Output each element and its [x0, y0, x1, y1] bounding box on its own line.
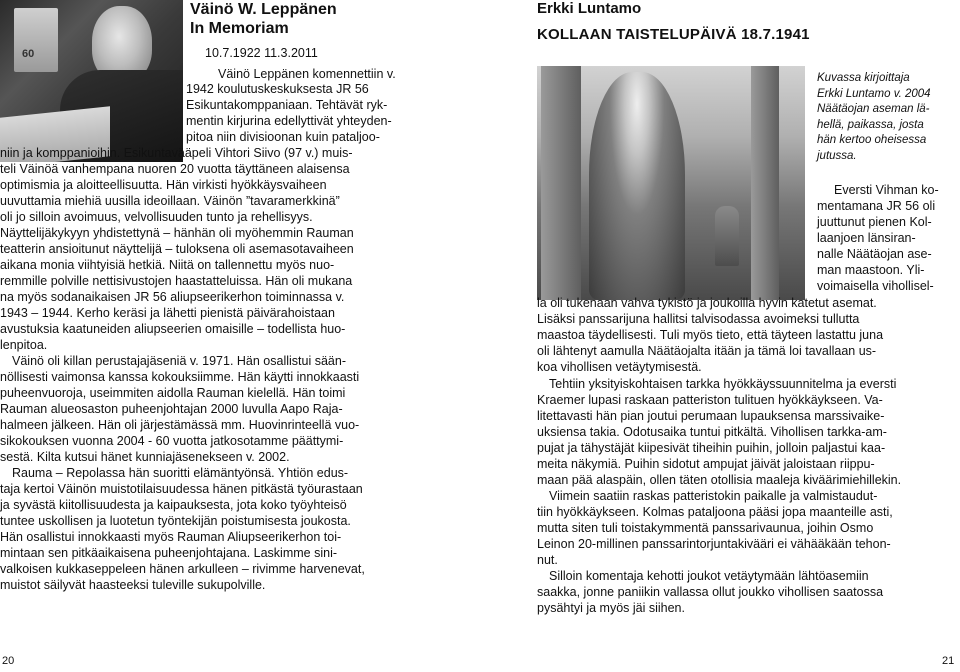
text-line: la oli tukenaan vahva tykistö ja joukoilla hyvin katetut asemat. [537, 296, 877, 310]
text-line: juuttunut pienen Kol- [817, 215, 932, 229]
text-line: meita näkymiä. Puihin sidotut ampujat jäivät jaloistaan riippu- [537, 457, 875, 471]
article-author: Erkki Luntamo [537, 0, 642, 17]
text-line: nut. [537, 553, 558, 567]
text-line: saakka, jonne paniikin vallassa ollut joukko vihollisen saatossa [537, 585, 884, 599]
text-line: 1943 – 1944. Kerho keräsi ja lähetti pienistä päivärahoistaan [0, 306, 335, 320]
text-line: sikokouksen vuonna 2004 - 60 vuotta jatkosotamme päättymi- [0, 434, 344, 448]
caption-line: jutussa. [817, 149, 857, 162]
text-line: na myös sodanaikaisen JR 56 aliupseerikerhon toiminnassa v. [0, 290, 345, 304]
text-line: puheenvuoroja, useimmiten aidolla Rauman kielellä. Hän toimi [0, 386, 346, 400]
caption-line: hän kertoo oheisessa [817, 134, 927, 146]
memorial-dates: 10.7.1922 11.3.2011 [205, 46, 318, 60]
text-line: Leinon 20-millinen panssarintorjuntakivääri ei vähääkään tehon- [537, 537, 891, 551]
text-line: Näyttelijäkykyyn yhdistettynä – hänhän oli myöhemmin Rauman [0, 226, 354, 240]
text-line: teli Väinöä vanhempana nuoren 20 vuotta täyttäneen alaisensa [0, 162, 350, 176]
text-line: Väinö Leppänen komennettiin v. [218, 67, 396, 81]
text-line: man maastoon. Yli- [817, 263, 925, 277]
text-line: voimaisella vihollisel- [817, 279, 934, 293]
text-line: taja kertoi Väinön muistotilaisuudessa hänen pitkästä työurastaan [0, 482, 363, 496]
text-line: tiin hyökkäykseen. Kolmas pataljoona pääsi jopa maanteille asti, [537, 505, 893, 519]
text-line: muistot säilyvät haasteeksi tuleville sukupolville. [0, 578, 266, 592]
text-line: Lisäksi panssarijuna hallitsi talvisodassa avoimeksi tullutta [537, 312, 860, 326]
text-line: pitoa niin divisioonan kuin pataljoo- [186, 130, 380, 144]
text-line: avustuksia kaatuneiden aliupseerien omaisille – todellista huo- [0, 322, 346, 336]
text-line: pujat ja tähystäjät kiipesivät tiheihin puihin, jolloin paljastui kaa- [537, 441, 886, 455]
caption-line: Kuvassa kirjoittaja [817, 72, 910, 84]
text-line: nalle Näätäojan ase- [817, 247, 932, 261]
text-line: oli jo silloin avoimuus, velvollisuuden tunto ja rehellisyys. [0, 210, 313, 224]
text-line: Väinö oli killan perustajajäseniä v. 1971. Hän osallistui sään- [12, 354, 346, 368]
text-line: pysähtyi ja myös jäi siihen. [537, 601, 685, 615]
caption-line: Erkki Luntamo v. 2004 [817, 87, 931, 100]
text-line: Hän osallistui innokkaasti myös Rauman Aliupseerikerhon toi- [0, 530, 342, 544]
text-line: optimismia ja aloitteellisuutta. Hän virkisti hyökkäysvaiheen [0, 178, 327, 192]
memorial-title-subtitle: In Memoriam [190, 20, 289, 37]
text-line: Rauman alueosaston puheenjohtajan 2000 luvulla Aapo Raja- [0, 402, 343, 416]
text-line: sestä. Kilta kutsui hänet kunniajäsenekseen v. 2002. [0, 450, 290, 464]
text-line: lenpitoa. [0, 338, 48, 352]
text-line: halmeen jälkeen. Hän oli järjestämässä mm. Huovinrinteellä vuo- [0, 418, 360, 432]
text-line: litettavasti hän pian joutui perumaan lupauksensa marssivaike- [537, 409, 885, 423]
text-line: Eversti Vihman ko- [834, 183, 939, 197]
text-line: mutta siten tuli toistakymmentä panssarivaunua, joihin Osmo [537, 521, 874, 535]
text-line: Kraemer lupasi raskaan patteriston tulituen hyökkäykseen. Va- [537, 393, 883, 407]
text-line: mentin kirjurina edellyttivät yhteyden- [186, 114, 392, 128]
text-line: laanjoen länsiran- [817, 231, 916, 245]
pennant-number: 60 [22, 48, 35, 60]
text-line: aikana monia viihtyisiä hetkiä. Niitä on tallennettu myös nuo- [0, 258, 335, 272]
caption-line: hellä, paikassa, josta [817, 118, 924, 131]
text-line: oli lähtenyt aamulla Näätäojalta itään ja tämä loi tavallaan us- [537, 344, 877, 358]
caption-line: Näätäojan aseman lä- [817, 103, 930, 115]
text-line: mentamana JR 56 oli [817, 199, 936, 213]
page-number-left: 20 [2, 655, 15, 667]
page-number-right: 21 [942, 655, 955, 667]
text-line: Viimein saatiin raskas patteristokin paikalle ja valmistaudut- [549, 489, 878, 503]
text-line: remmille polville nettisivustojen haastatteluissa. Hän oli mukana [0, 274, 353, 288]
text-line: koa vihollisen vetäytymisestä. [537, 360, 702, 374]
text-line: Tehtiin yksityiskohtaisen tarkka hyökkäyssuunnitelma ja eversti [549, 377, 897, 391]
text-line: ja syvästä kiitollisuudesta ja kaipauksesta, jota koko työyhteisö [0, 498, 347, 512]
text-line: maan pää alaspäin, ollen täten otollisia maaleja kiväärimiehillekin. [537, 473, 902, 487]
text-line: 1942 koulutuskeskuksesta JR 56 [186, 82, 369, 96]
text-line: valkoisen kukkaseppeleen hänen arkulleen – rivimme harvenevat, [0, 562, 365, 576]
text-line: tuntee uskollisen ja luotetun työntekijän poistumisesta joukosta. [0, 514, 351, 528]
text-line: maastoa täydellisesti. Tuli myös tieto, että täyteen lastattu juna [537, 328, 884, 342]
text-line: nöllisesti vaimonsa kanssa kokouksiimme. Hän käytti innokkaasti [0, 370, 360, 384]
text-line: teatterin ansioitunut näyttelijä – tuloksena oli asemasotavaiheen [0, 242, 354, 256]
article-title: KOLLAAN TAISTELUPÄIVÄ 18.7.1941 [537, 26, 810, 43]
text-line: Esikuntakomppaniaan. Tehtävät ryk- [186, 98, 388, 112]
text-line: uuvuttamia miehiä uusilla ideoillaan. Väinön ”tavaramerkkinä” [0, 194, 340, 208]
memorial-title-name: Väinö W. Leppänen [190, 1, 337, 18]
text-line: Silloin komentaja kehotti joukot vetäytymään lähtöasemiin [549, 569, 869, 583]
text-line: niin ja komppanioihin. Esikuntavääpeli Vihtori Siivo (97 v.) muis- [0, 146, 353, 160]
text-line: uksiensa takia. Odotusaika tuntui pitkältä. Vihollisen tarkka-am- [537, 425, 887, 439]
text-line: Rauma – Repolassa hän suoritti elämäntyönsä. Yhtiön edus- [12, 466, 349, 480]
text-line: mintaan sen pitkäaikaisena puheenjohtajana. Laskimme sini- [0, 546, 338, 560]
